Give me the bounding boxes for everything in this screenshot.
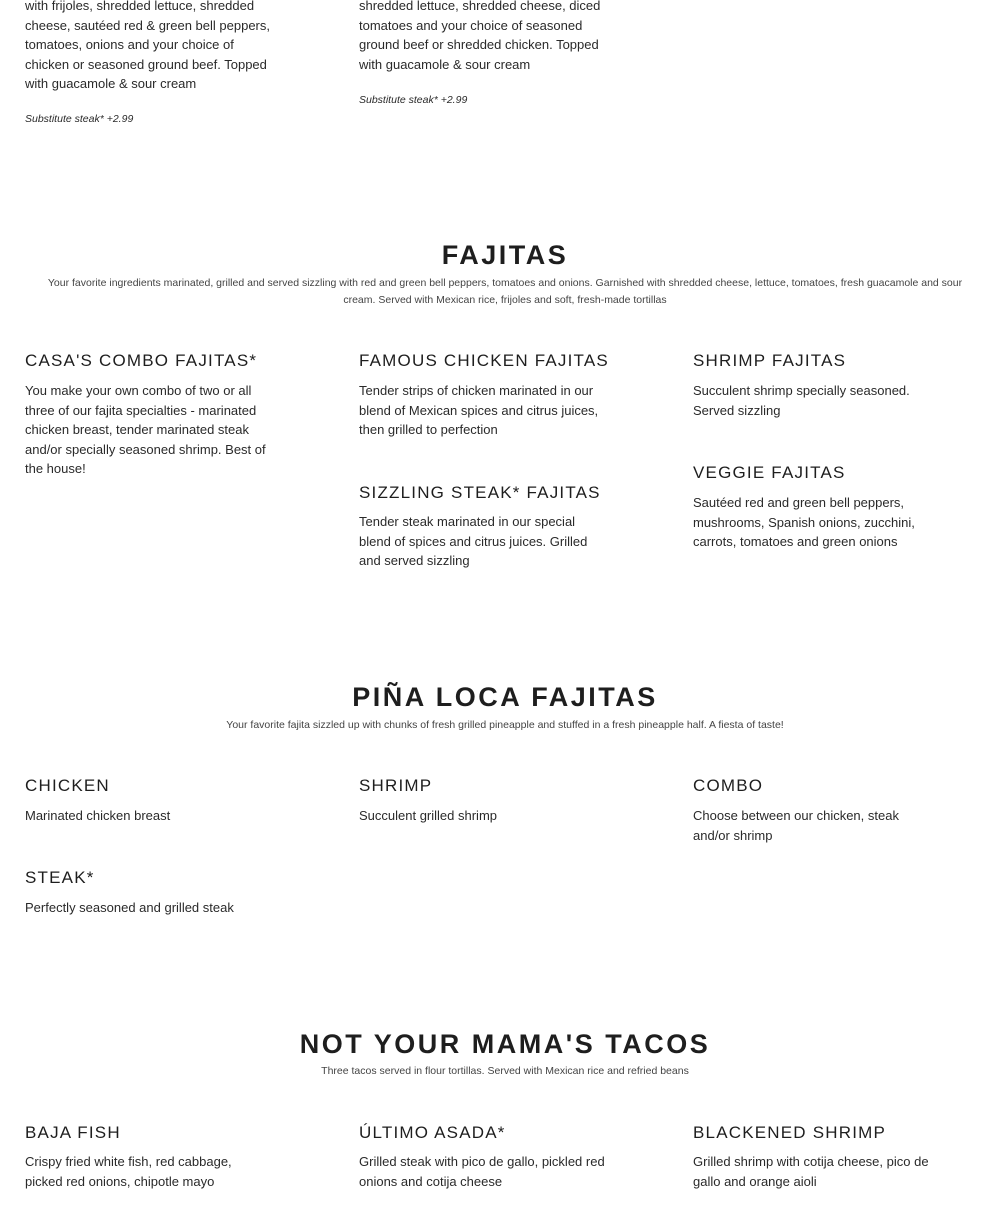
menu-item-description: Succulent shrimp specially seasoned. Served sizzling [693,383,910,418]
menu-item-name: ÚLTIMO ASADA* [359,1123,506,1142]
section-subtitle-fajitas: Your favorite ingredients marinated, grilled and served sizzling with red and green bell peppers, tomatoes and onions. Garnished with shredded cheese, lettuce, tomatoes, fresh guacamole and sour cream. Served with Mexican rice, frijoles and soft, fresh-made tortillas [47,277,963,306]
menu-item-description: Grilled steak with pico de gallo, pickled red onions and cotija cheese [359,1154,605,1189]
menu-item-name: COMBO [693,776,764,795]
menu-item-name: CASA'S COMBO FAJITAS* [25,351,258,370]
menu-item-name: FAMOUS CHICKEN FAJITAS [359,351,609,370]
menu-item-description: Sautéed red and green bell peppers, mushrooms, Spanish onions, zucchini, carrots, tomatoes and green onions [693,495,915,550]
substitute-note: Substitute steak* +2.99 [359,94,468,106]
substitute-note: Substitute steak* +2.99 [25,113,134,125]
menu-item-name: SIZZLING STEAK* FAJITAS [359,483,601,502]
menu-item-name: CHICKEN [25,776,110,795]
menu-item-name: BLACKENED SHRIMP [693,1123,887,1142]
menu-item-description: Tender steak marinated in our special blend of spices and citrus juices. Grilled and served sizzling [359,514,588,569]
menu-item-description: Succulent grilled shrimp [359,808,498,823]
section-title-tacos: NOT YOUR MAMA'S TACOS [299,1029,711,1059]
menu-item-description: Grilled shrimp with cotija cheese, pico de gallo and orange aioli [693,1154,929,1189]
menu-item-description: with frijoles, shredded lettuce, shredded cheese, sautéed red & green bell peppers, tomatoes, onions and your choice of chicken or seasoned ground beef. Topped with guacamole & sour cream [25,0,271,92]
menu-item-description: shredded lettuce, shredded cheese, diced tomatoes and your choice of seasoned ground beef or shredded chicken. Topped with guacamole & sour cream [359,0,601,72]
section-title-pina-loca: PIÑA LOCA FAJITAS [352,682,658,712]
menu-item-description: Tender strips of chicken marinated in our blend of Mexican spices and citrus juices, then grilled to perfection [359,383,599,438]
menu-item-description: You make your own combo of two or all three of our fajita specialties - marinated chicken breast, tender marinated steak and/or specially seasoned shrimp. Best of the house! [25,383,266,477]
menu-item-description: Marinated chicken breast [25,808,171,823]
section-subtitle-tacos: Three tacos served in flour tortillas. Served with Mexican rice and refried beans [321,1065,689,1077]
menu-item-name: VEGGIE FAJITAS [693,463,846,482]
menu-item-description: Crispy fried white fish, red cabbage, picked red onions, chipotle mayo [25,1154,232,1189]
menu-item-name: STEAK* [25,868,95,887]
menu-item-name: SHRIMP FAJITAS [693,351,847,370]
section-title-fajitas: FAJITAS [441,240,569,270]
menu-item-name: SHRIMP [359,776,433,795]
menu-item-description: Choose between our chicken, steak and/or shrimp [693,808,899,843]
menu-item-description: Perfectly seasoned and grilled steak [25,900,234,915]
menu-item-name: BAJA FISH [25,1123,121,1142]
section-subtitle-pina-loca: Your favorite fajita sizzled up with chunks of fresh grilled pineapple and stuffed in a fresh pineapple half. A fiesta of taste! [226,719,784,731]
